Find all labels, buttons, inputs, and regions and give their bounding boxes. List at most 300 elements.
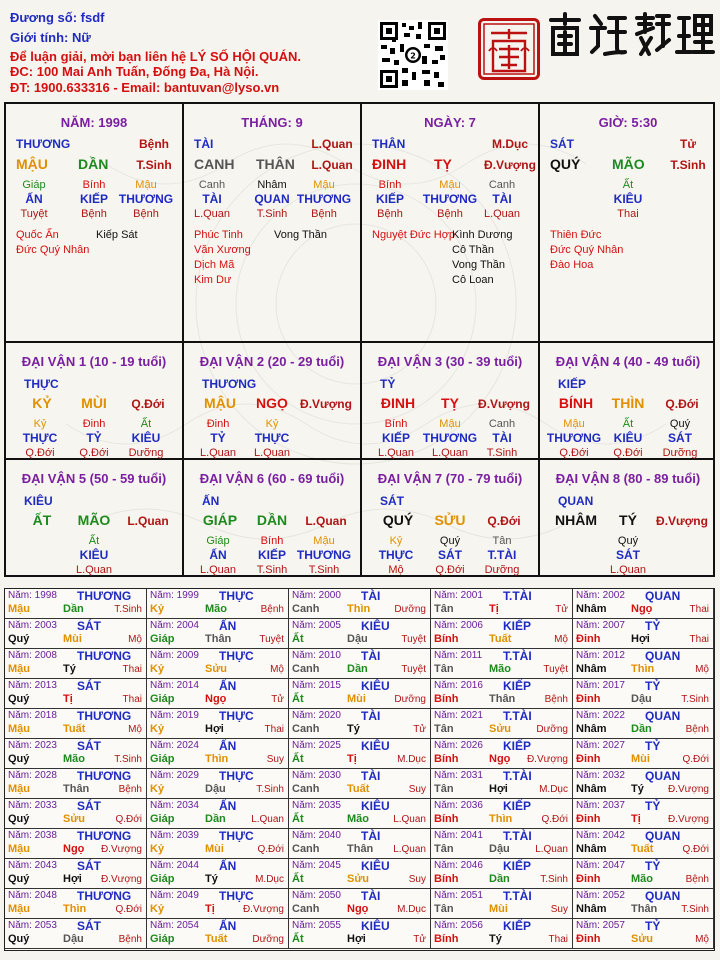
year-number: 2036 [460, 800, 483, 811]
year-branch: Sửu [205, 663, 228, 675]
dai-van-3 [362, 343, 538, 458]
qr-code-icon[interactable] [378, 20, 448, 90]
year-branch: Ngọ [63, 843, 85, 855]
year-label [150, 740, 199, 751]
year-prefix: Năm: [150, 710, 177, 721]
year-cell[interactable] [147, 589, 289, 619]
year-stem: Canh [292, 603, 320, 615]
year-number: 2051 [460, 890, 483, 901]
year-number: 2027 [602, 740, 625, 751]
year-label [150, 920, 199, 931]
hidden-state: T.Sinh [256, 208, 288, 220]
year-cell[interactable] [5, 589, 147, 619]
year-god: QUAN [645, 829, 681, 843]
year-cell[interactable] [573, 619, 714, 649]
year-stem: Ất [292, 633, 304, 645]
hidden-state: Q.Đới [435, 564, 465, 576]
year-god: T.TÀI [503, 589, 532, 603]
year-stem: Canh [292, 663, 320, 675]
year-prefix: Năm: [8, 710, 35, 721]
year-label [8, 830, 57, 841]
year-cell[interactable] [147, 649, 289, 679]
year-cell[interactable] [147, 889, 289, 919]
year-cell[interactable] [5, 919, 147, 949]
year-stem: Đinh [576, 933, 601, 945]
year-state: Mộ [695, 934, 709, 945]
hidden-stem: Đinh [82, 418, 106, 430]
year-branch: Tuất [631, 843, 654, 855]
star-left: Đào Hoa [550, 259, 594, 271]
year-branch: Hợi [63, 873, 82, 885]
year-branch: Hợi [347, 933, 366, 945]
year-branch: Tuất [63, 723, 86, 735]
year-label [150, 680, 199, 691]
hidden-stem: Ất [140, 418, 152, 430]
dai-van-2 [184, 343, 360, 458]
year-state: Mộ [695, 664, 709, 675]
year-state: Tử [413, 724, 426, 735]
year-cell[interactable] [289, 739, 431, 769]
dai-van-stem: ẤT [32, 512, 52, 528]
year-prefix: Năm: [434, 770, 461, 781]
year-cell[interactable] [431, 859, 573, 889]
hidden-state: Bệnh [81, 208, 107, 220]
year-stem: Nhâm [576, 723, 607, 735]
year-label [434, 590, 483, 601]
year-number: 2011 [460, 650, 483, 661]
year-god: SÁT [77, 919, 101, 933]
year-stem: Ất [292, 873, 304, 885]
star-right: Kình Dương [452, 229, 513, 241]
year-cell[interactable] [5, 829, 147, 859]
hidden-god: TỶ [86, 431, 102, 445]
star-right: Vong Thần [274, 229, 328, 241]
year-stem: Ất [292, 813, 304, 825]
year-god: KIẾP [503, 739, 532, 753]
hidden-stem: Giáp [22, 179, 46, 191]
phone-email: ĐT: 1900.633316 - Email: bantuvan@lyso.vn [10, 80, 280, 95]
year-state: Q.Đới [541, 814, 568, 825]
dai-van-god: TỶ [380, 377, 396, 391]
year-cell[interactable] [147, 829, 289, 859]
pillar-title: GIỜ: 5:30 [598, 115, 658, 130]
year-number: 2021 [460, 710, 483, 721]
year-branch: Tị [205, 903, 215, 915]
hidden-state: Q.Đới [79, 447, 109, 459]
year-number: 2056 [460, 920, 483, 931]
year-number: 2009 [176, 650, 199, 661]
year-cell[interactable] [573, 679, 714, 709]
hidden-state: L.Quan [199, 447, 237, 459]
year-god: QUAN [645, 769, 681, 783]
pillar-god: TÀI [194, 137, 214, 151]
year-cell[interactable] [289, 679, 431, 709]
year-cell[interactable] [431, 709, 573, 739]
year-number: 2030 [318, 770, 341, 781]
year-label [292, 920, 341, 931]
year-label [292, 620, 341, 631]
year-stem: Canh [292, 843, 320, 855]
year-label [8, 800, 57, 811]
hidden-god: THỰC [254, 431, 290, 445]
year-stem: Mậu [8, 783, 30, 795]
year-state: Đ.Vượng [526, 754, 568, 765]
year-branch: Sửu [489, 723, 512, 735]
year-branch: Thân [63, 783, 90, 795]
year-stem: Quý [8, 693, 30, 705]
year-cell[interactable] [573, 889, 714, 919]
year-branch: Tý [347, 723, 360, 735]
star-left: Văn Xương [194, 244, 251, 256]
year-prefix: Năm: [150, 620, 177, 631]
year-cell[interactable] [573, 829, 714, 859]
year-cell[interactable] [431, 589, 573, 619]
hidden-state: Bệnh [377, 208, 403, 220]
year-label [8, 890, 57, 901]
year-cell[interactable] [5, 859, 147, 889]
year-stem: Bính [434, 933, 459, 945]
year-prefix: Năm: [292, 740, 319, 751]
year-prefix: Năm: [150, 800, 177, 811]
year-label [150, 800, 199, 811]
year-number: 2003 [34, 620, 57, 631]
year-cell[interactable] [289, 649, 431, 679]
pillar-position: L.Quan [311, 137, 353, 151]
year-label [292, 740, 341, 751]
year-stem: Mậu [8, 903, 30, 915]
pillar-god: SÁT [550, 137, 574, 151]
hidden-state: L.Quan [199, 564, 237, 576]
pillar-relation: T.Sinh [670, 158, 706, 172]
hidden-state: L.Quan [483, 208, 521, 220]
year-branch: Tý [205, 873, 218, 885]
year-state: Bệnh [260, 604, 284, 615]
year-god: THƯƠNG [77, 769, 132, 783]
gender: Giới tính: Nữ [10, 30, 91, 45]
year-label [576, 650, 625, 661]
year-cell[interactable] [431, 919, 573, 949]
year-branch: Mão [205, 603, 227, 615]
year-label [576, 740, 625, 751]
year-state: T.Sinh [114, 754, 142, 765]
year-state: Thai [689, 604, 709, 615]
earthly-branch: DẦN [78, 156, 109, 172]
year-cell[interactable] [5, 679, 147, 709]
year-cell[interactable] [147, 919, 289, 949]
year-branch: Mùi [205, 843, 224, 855]
year-stem: Đinh [576, 693, 601, 705]
year-branch: Tý [631, 783, 644, 795]
year-cell[interactable] [5, 889, 147, 919]
year-cell[interactable] [573, 649, 714, 679]
year-cell[interactable] [289, 709, 431, 739]
year-state: Thai [548, 934, 568, 945]
year-cell[interactable] [289, 859, 431, 889]
year-number: 2031 [460, 770, 483, 781]
year-stem: Canh [292, 723, 320, 735]
year-state: T.Sinh [681, 904, 709, 915]
year-state: T.Sinh [256, 784, 284, 795]
year-stem: Kỷ [150, 783, 165, 795]
year-god: T.TÀI [503, 829, 532, 843]
year-cell[interactable] [573, 919, 714, 949]
year-branch: Thân [205, 633, 232, 645]
year-number: 2023 [34, 740, 57, 751]
year-cell[interactable] [573, 709, 714, 739]
star-right: Vong Thần [452, 259, 506, 271]
year-prefix: Năm: [8, 800, 35, 811]
year-prefix: Năm: [576, 830, 603, 841]
year-god: TỶ [645, 919, 661, 933]
year-cell[interactable] [147, 769, 289, 799]
hidden-god: THỰC [22, 431, 58, 445]
year-god: T.TÀI [503, 709, 532, 723]
year-branch: Dậu [489, 843, 510, 855]
hidden-stem: Canh [488, 179, 516, 191]
year-number: 2045 [318, 860, 341, 871]
year-prefix: Năm: [434, 590, 461, 601]
year-god: QUAN [645, 709, 681, 723]
hidden-state: Dưỡng [662, 447, 698, 459]
year-branch: Tị [63, 693, 73, 705]
year-branch: Thân [347, 843, 374, 855]
year-god: QUAN [645, 649, 681, 663]
year-cell[interactable] [431, 769, 573, 799]
year-cell[interactable] [431, 649, 573, 679]
dai-van-god: SÁT [380, 494, 404, 508]
year-number: 1999 [176, 590, 199, 601]
year-number: 2057 [602, 920, 625, 931]
year-prefix: Năm: [434, 830, 461, 841]
year-cell[interactable] [289, 889, 431, 919]
earthly-branch: THÂN [256, 156, 295, 172]
year-number: 2022 [602, 710, 625, 721]
year-cell[interactable] [5, 709, 147, 739]
year-number: 2005 [318, 620, 341, 631]
year-number: 2013 [34, 680, 57, 691]
year-stem: Giáp [150, 693, 175, 705]
year-cell[interactable] [289, 769, 431, 799]
star-right: Cô Loan [452, 274, 494, 286]
year-prefix: Năm: [8, 590, 35, 601]
hidden-stem: Mậu [563, 418, 585, 430]
year-cell[interactable] [147, 859, 289, 889]
year-cell[interactable] [147, 799, 289, 829]
year-state: Bệnh [685, 874, 709, 885]
year-cell[interactable] [147, 679, 289, 709]
year-prefix: Năm: [292, 710, 319, 721]
hidden-stem: Mậu [439, 418, 461, 430]
year-branch: Dậu [631, 693, 652, 705]
year-branch: Dần [205, 813, 226, 825]
year-prefix: Năm: [434, 860, 461, 871]
year-god: TÀI [361, 589, 381, 603]
year-prefix: Năm: [576, 710, 603, 721]
year-cell[interactable] [289, 589, 431, 619]
year-state: L.Quan [393, 814, 426, 825]
year-number: 2037 [602, 800, 625, 811]
year-branch: Tuất [489, 633, 512, 645]
year-branch: Hợi [631, 633, 650, 645]
year-cell[interactable] [5, 739, 147, 769]
year-branch: Mão [489, 663, 511, 675]
year-cell[interactable] [573, 859, 714, 889]
hidden-stem: Ất [622, 179, 634, 191]
year-cell[interactable] [147, 739, 289, 769]
year-state: Thai [264, 724, 284, 735]
year-number: 2007 [602, 620, 625, 631]
year-label [434, 800, 483, 811]
year-state: Q.Đới [682, 754, 709, 765]
year-state: Suy [550, 904, 568, 915]
year-label [292, 590, 341, 601]
year-prefix: Năm: [434, 650, 461, 661]
year-prefix: Năm: [576, 680, 603, 691]
hidden-state: Q.Đới [25, 447, 55, 459]
year-state: Tử [271, 694, 284, 705]
year-label [292, 680, 341, 691]
year-stem: Mậu [8, 603, 30, 615]
year-cell[interactable] [431, 619, 573, 649]
hidden-stem: Giáp [206, 535, 230, 547]
heavenly-stem: QUÝ [550, 156, 581, 172]
year-state: Tuyệt [259, 634, 284, 645]
year-label [292, 650, 341, 661]
year-god: KIẾP [503, 919, 532, 933]
dai-van-branch: TỴ [441, 395, 459, 411]
year-cell[interactable] [5, 769, 147, 799]
pillar-position: Bệnh [139, 137, 169, 151]
year-number: 2039 [176, 830, 199, 841]
year-number: 2006 [460, 620, 483, 631]
year-prefix: Năm: [150, 830, 177, 841]
year-cell[interactable] [147, 709, 289, 739]
hidden-stem: Quý [669, 418, 691, 430]
year-god: THỰC [219, 829, 254, 843]
year-god: TỶ [645, 619, 661, 633]
year-cell[interactable] [5, 799, 147, 829]
year-stem: Giáp [150, 873, 175, 885]
year-god: ẤN [219, 919, 237, 933]
year-prefix: Năm: [576, 620, 603, 631]
year-state: Tuyệt [401, 664, 426, 675]
year-god: SÁT [77, 799, 101, 813]
year-number: 2018 [34, 710, 57, 721]
year-stem: Kỷ [150, 903, 165, 915]
year-stem: Kỷ [150, 843, 165, 855]
year-prefix: Năm: [8, 680, 35, 691]
year-state: Suy [408, 784, 426, 795]
year-cell[interactable] [573, 739, 714, 769]
year-label [434, 890, 483, 901]
year-prefix: Năm: [434, 740, 461, 751]
year-prefix: Năm: [576, 590, 603, 601]
year-label [8, 740, 57, 751]
header [0, 0, 720, 100]
year-cell[interactable] [147, 619, 289, 649]
year-branch: Ngọ [631, 603, 653, 615]
year-stem: Tân [434, 903, 454, 915]
year-god: TÀI [361, 649, 381, 663]
year-label [150, 620, 199, 631]
year-god: KIÊU [361, 739, 390, 753]
hidden-state: T.Sinh [256, 564, 288, 576]
year-cell[interactable] [431, 829, 573, 859]
hidden-state: Bệnh [437, 208, 463, 220]
hidden-god: THƯƠNG [422, 431, 478, 445]
hidden-god: TÀI [202, 192, 222, 206]
hidden-stem: Ất [88, 535, 100, 547]
hidden-god: TÀI [492, 192, 512, 206]
year-number: 2024 [176, 740, 199, 751]
year-prefix: Năm: [8, 650, 35, 661]
year-prefix: Năm: [576, 890, 603, 901]
hidden-stem: Bính [384, 418, 408, 430]
year-stem: Ất [292, 933, 304, 945]
dai-van-stem: GIÁP [202, 512, 238, 528]
year-cell[interactable] [5, 649, 147, 679]
year-label [576, 890, 625, 901]
year-stem: Kỷ [150, 663, 165, 675]
year-state: L.Quan [393, 844, 426, 855]
hidden-state: Mộ [388, 564, 404, 576]
year-prefix: Năm: [434, 890, 461, 901]
hidden-god: QUAN [254, 192, 290, 206]
year-number: 2002 [602, 590, 625, 601]
year-cell[interactable] [289, 799, 431, 829]
year-cell[interactable] [431, 679, 573, 709]
year-branch: Dậu [63, 933, 84, 945]
year-stem: Mậu [8, 723, 30, 735]
year-cell[interactable] [289, 829, 431, 859]
year-state: Thai [122, 694, 142, 705]
year-cell[interactable] [289, 619, 431, 649]
year-cell[interactable] [431, 889, 573, 919]
year-number: 2001 [460, 590, 483, 601]
year-branch: Tị [631, 813, 641, 825]
year-cell[interactable] [573, 799, 714, 829]
hidden-god: ẤN [209, 548, 227, 562]
year-cell[interactable] [431, 739, 573, 769]
hidden-god: THƯƠNG [422, 192, 478, 206]
year-cell[interactable] [289, 919, 431, 949]
year-prefix: Năm: [150, 650, 177, 661]
year-stem: Mậu [8, 843, 30, 855]
year-cell[interactable] [5, 619, 147, 649]
year-god: THỰC [219, 769, 254, 783]
hidden-stem: Ất [622, 418, 634, 430]
year-cell[interactable] [431, 799, 573, 829]
dai-van-stem: QUÝ [382, 512, 414, 528]
year-god: KIÊU [361, 619, 390, 633]
year-state: Thai [689, 634, 709, 645]
year-god: T.TÀI [503, 649, 532, 663]
year-god: THỰC [219, 889, 254, 903]
year-cell[interactable] [573, 769, 714, 799]
year-prefix: Năm: [292, 770, 319, 781]
hidden-god: THƯƠNG [296, 548, 352, 562]
hidden-state: Tuyệt [20, 208, 48, 220]
year-cell[interactable] [573, 589, 714, 619]
year-prefix: Năm: [150, 590, 177, 601]
hidden-stem: Quý [617, 535, 639, 547]
year-prefix: Năm: [576, 800, 603, 811]
year-stem: Bính [434, 693, 459, 705]
year-branch: Ngọ [347, 903, 369, 915]
year-prefix: Năm: [8, 860, 35, 871]
year-label [576, 590, 625, 601]
year-god: ẤN [219, 799, 237, 813]
